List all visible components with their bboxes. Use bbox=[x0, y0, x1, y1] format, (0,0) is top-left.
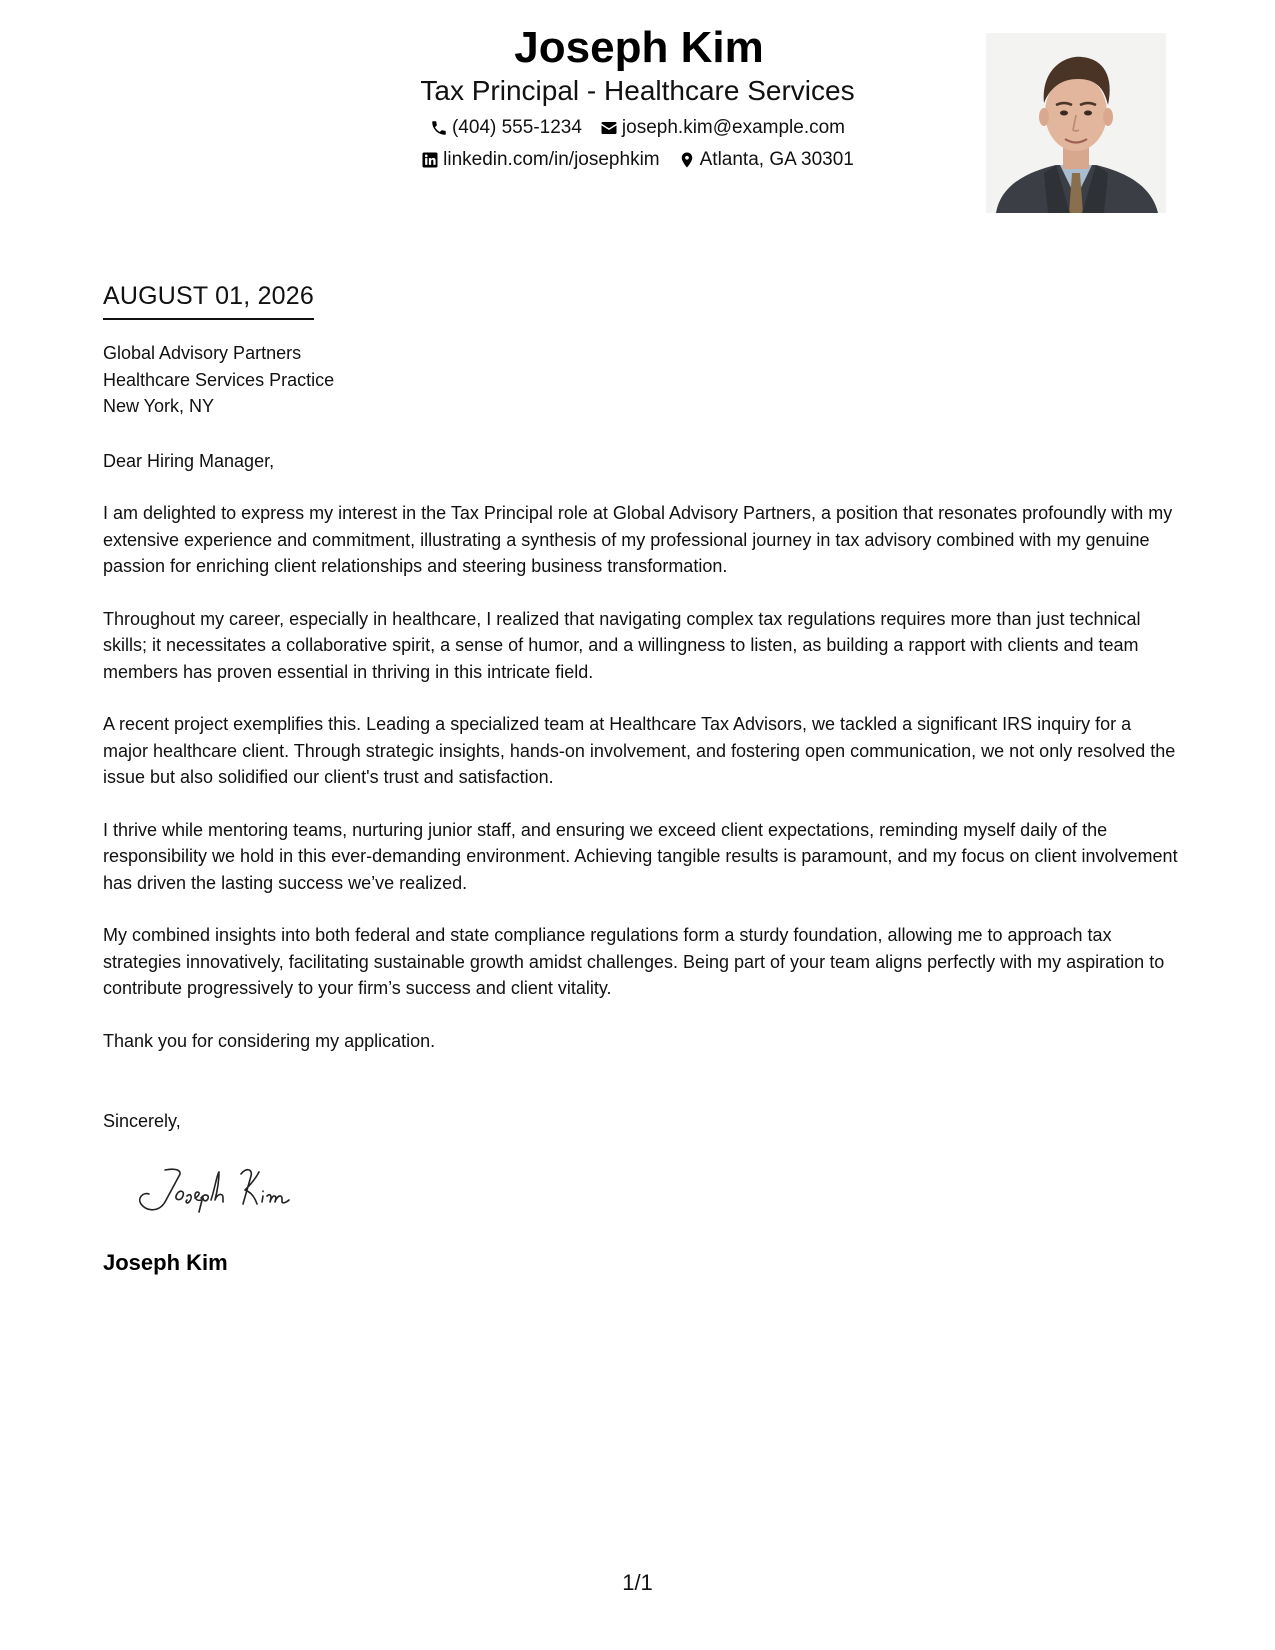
recipient-block bbox=[103, 340, 1178, 420]
recipient-location: New York, NY bbox=[103, 396, 215, 416]
linkedin-icon bbox=[421, 151, 439, 169]
envelope-icon bbox=[600, 119, 618, 137]
linkedin-text: linkedin.com/in/josephkim bbox=[443, 149, 660, 170]
phone-contact[interactable] bbox=[430, 116, 582, 140]
paragraph-3: A recent project exemplifies this. Leading a specialized team at Healthcare Tax Advisors, we tackled a significant IRS inquiry for a major healthcare client. Through strategic insights, hands-on involvement, and fostering open communication, we not only resolved the issue but also solidified our client's trust and satisfaction. bbox=[103, 714, 1176, 787]
applicant-name: Joseph Kim bbox=[514, 23, 764, 72]
page-number: 1/1 bbox=[622, 1570, 653, 1595]
closing: Sincerely, bbox=[103, 1111, 181, 1131]
linkedin-contact[interactable] bbox=[421, 148, 660, 172]
paragraph-1: I am delighted to express my interest in the Tax Principal role at Global Advisory Partners, a position that resonates profoundly with my extensive experience and commitment, illustrating a synthesis of my professional journey in tax advisory combined with my genuine passion for enriching client relationships and steering business transformation. bbox=[103, 503, 1173, 576]
applicant-title: Tax Principal - Healthcare Services bbox=[420, 75, 855, 106]
paragraph-5: My combined insights into both federal and state compliance regulations form a sturdy foundation, allowing me to approach tax strategies innovatively, facilitating sustainable growth amidst challenges. Being part of your team aligns perfectly with my aspiration to contribute progressively to your firm’s success and client vitality. bbox=[103, 925, 1165, 998]
phone-text: (404) 555-1234 bbox=[451, 117, 582, 138]
recipient-department: Healthcare Services Practice bbox=[103, 369, 335, 390]
location-text: Atlanta, GA 30301 bbox=[699, 149, 854, 170]
paragraph-4: I thrive while mentoring teams, nurturing junior staff, and ensuring we exceed client expectations, reminding myself daily of the responsibility we hold in this ever-demanding environment. Achieving tangible results is paramount, and my focus on client involvement has driven the lasting success we’ve realized. bbox=[103, 819, 1178, 893]
email-contact[interactable] bbox=[600, 116, 845, 140]
profile-photo bbox=[986, 33, 1166, 213]
recipient-company: Global Advisory Partners bbox=[103, 343, 302, 363]
paragraph-6: Thank you for considering my application. bbox=[103, 1030, 436, 1051]
location-contact bbox=[678, 148, 854, 172]
salutation: Dear Hiring Manager, bbox=[103, 450, 275, 471]
signer-name: Joseph Kim bbox=[103, 1250, 228, 1275]
email-text: joseph.kim@example.com bbox=[621, 117, 846, 138]
map-pin-icon bbox=[678, 151, 696, 169]
letter-date: AUGUST 01, 2026 bbox=[103, 280, 314, 320]
phone-icon bbox=[430, 119, 448, 137]
handwritten-signature bbox=[135, 1160, 335, 1220]
letter-body bbox=[103, 340, 1178, 1135]
paragraph-2: Throughout my career, especially in healthcare, I realized that navigating complex tax regulations requires more than just technical skills; it necessitates a collaborative spirit, a sense of humor, and a willingness to listen, as building a rapport with clients and team members has proven essential in thriving in this intricate field. bbox=[103, 608, 1141, 682]
